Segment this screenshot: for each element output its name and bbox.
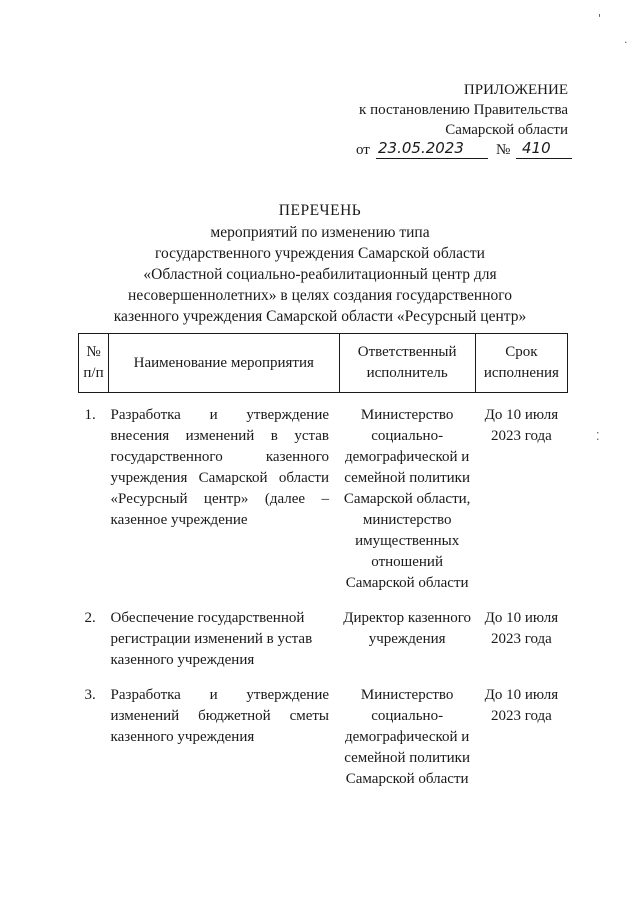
number-value: 410 [516, 138, 572, 159]
row-action: Разработка и утверждение изменений бюджетной сметы казенного учреждения [110, 687, 330, 745]
subtitle-line-3: «Областной социально-реабилитационный центр для [143, 266, 497, 283]
table-row [79, 393, 568, 595]
document-title: ПЕРЕЧЕНЬ [278, 202, 362, 219]
header-term-line1: Срок [505, 344, 538, 360]
header-responsible [339, 334, 475, 393]
header-responsible-line1: Ответственный [357, 344, 457, 360]
header-term [475, 334, 567, 393]
date-value: 23.05.2023 [376, 138, 488, 159]
header-num-line2: п/п [83, 365, 104, 381]
date-prefix: от [356, 142, 370, 158]
row-num: 1. [84, 407, 96, 423]
table-row [79, 608, 568, 671]
appendix-line-2: Самарской области [445, 122, 568, 138]
number-prefix: № [496, 142, 511, 158]
subtitle-line-2: государственного учреждения Самарской области [155, 245, 485, 262]
appendix-title: ПРИЛОЖЕНИЕ [463, 82, 568, 98]
appendix-block [348, 80, 568, 164]
appendix-line-1: к постановлению Правительства [359, 102, 568, 118]
subtitle-line-1: мероприятий по изменению типа [210, 224, 430, 241]
row-responsible: Министерство социально-демографической и семейной политики Самарской области [344, 687, 471, 787]
header-responsible-line2: исполнитель [366, 365, 448, 381]
header-num [79, 334, 109, 393]
row-action: Разработка и утверждение внесения изменений в устав государственного казенного учреждения Самарской области «Ресурсный центр» (далее – казенное учреждение [110, 407, 330, 528]
appendix-date-line [348, 140, 568, 164]
row-term: До 10 июля 2023 года [484, 407, 559, 444]
measures-table [78, 333, 568, 790]
scan-speck: ⁚ [596, 430, 600, 443]
row-term: До 10 июля 2023 года [484, 687, 559, 724]
header-term-line2: исполнения [483, 365, 559, 381]
document-heading [0, 200, 640, 327]
row-responsible: Директор казенного учреждения [343, 610, 472, 647]
table-header-row [79, 334, 568, 393]
row-responsible: Министерство социально-демографической и семейной политики Самарской области, министерство имущественных отношений Самарской области [343, 407, 471, 591]
scan-speck: ' [598, 12, 602, 25]
row-num: 3. [84, 687, 96, 703]
row-action: Обеспечение государственной регистрации изменений в устав казенного учреждения [110, 610, 313, 668]
subtitle-line-5: казенного учреждения Самарской области «Ресурсный центр» [113, 308, 527, 325]
row-num: 2. [84, 610, 96, 626]
header-num-line1: № [86, 344, 101, 360]
row-term: До 10 июля 2023 года [484, 610, 559, 647]
scan-speck: · [624, 36, 628, 49]
header-action: Наименование мероприятия [109, 334, 339, 393]
subtitle-line-4: несовершеннолетних» в целях создания государственного [128, 287, 512, 304]
table-row [79, 685, 568, 790]
